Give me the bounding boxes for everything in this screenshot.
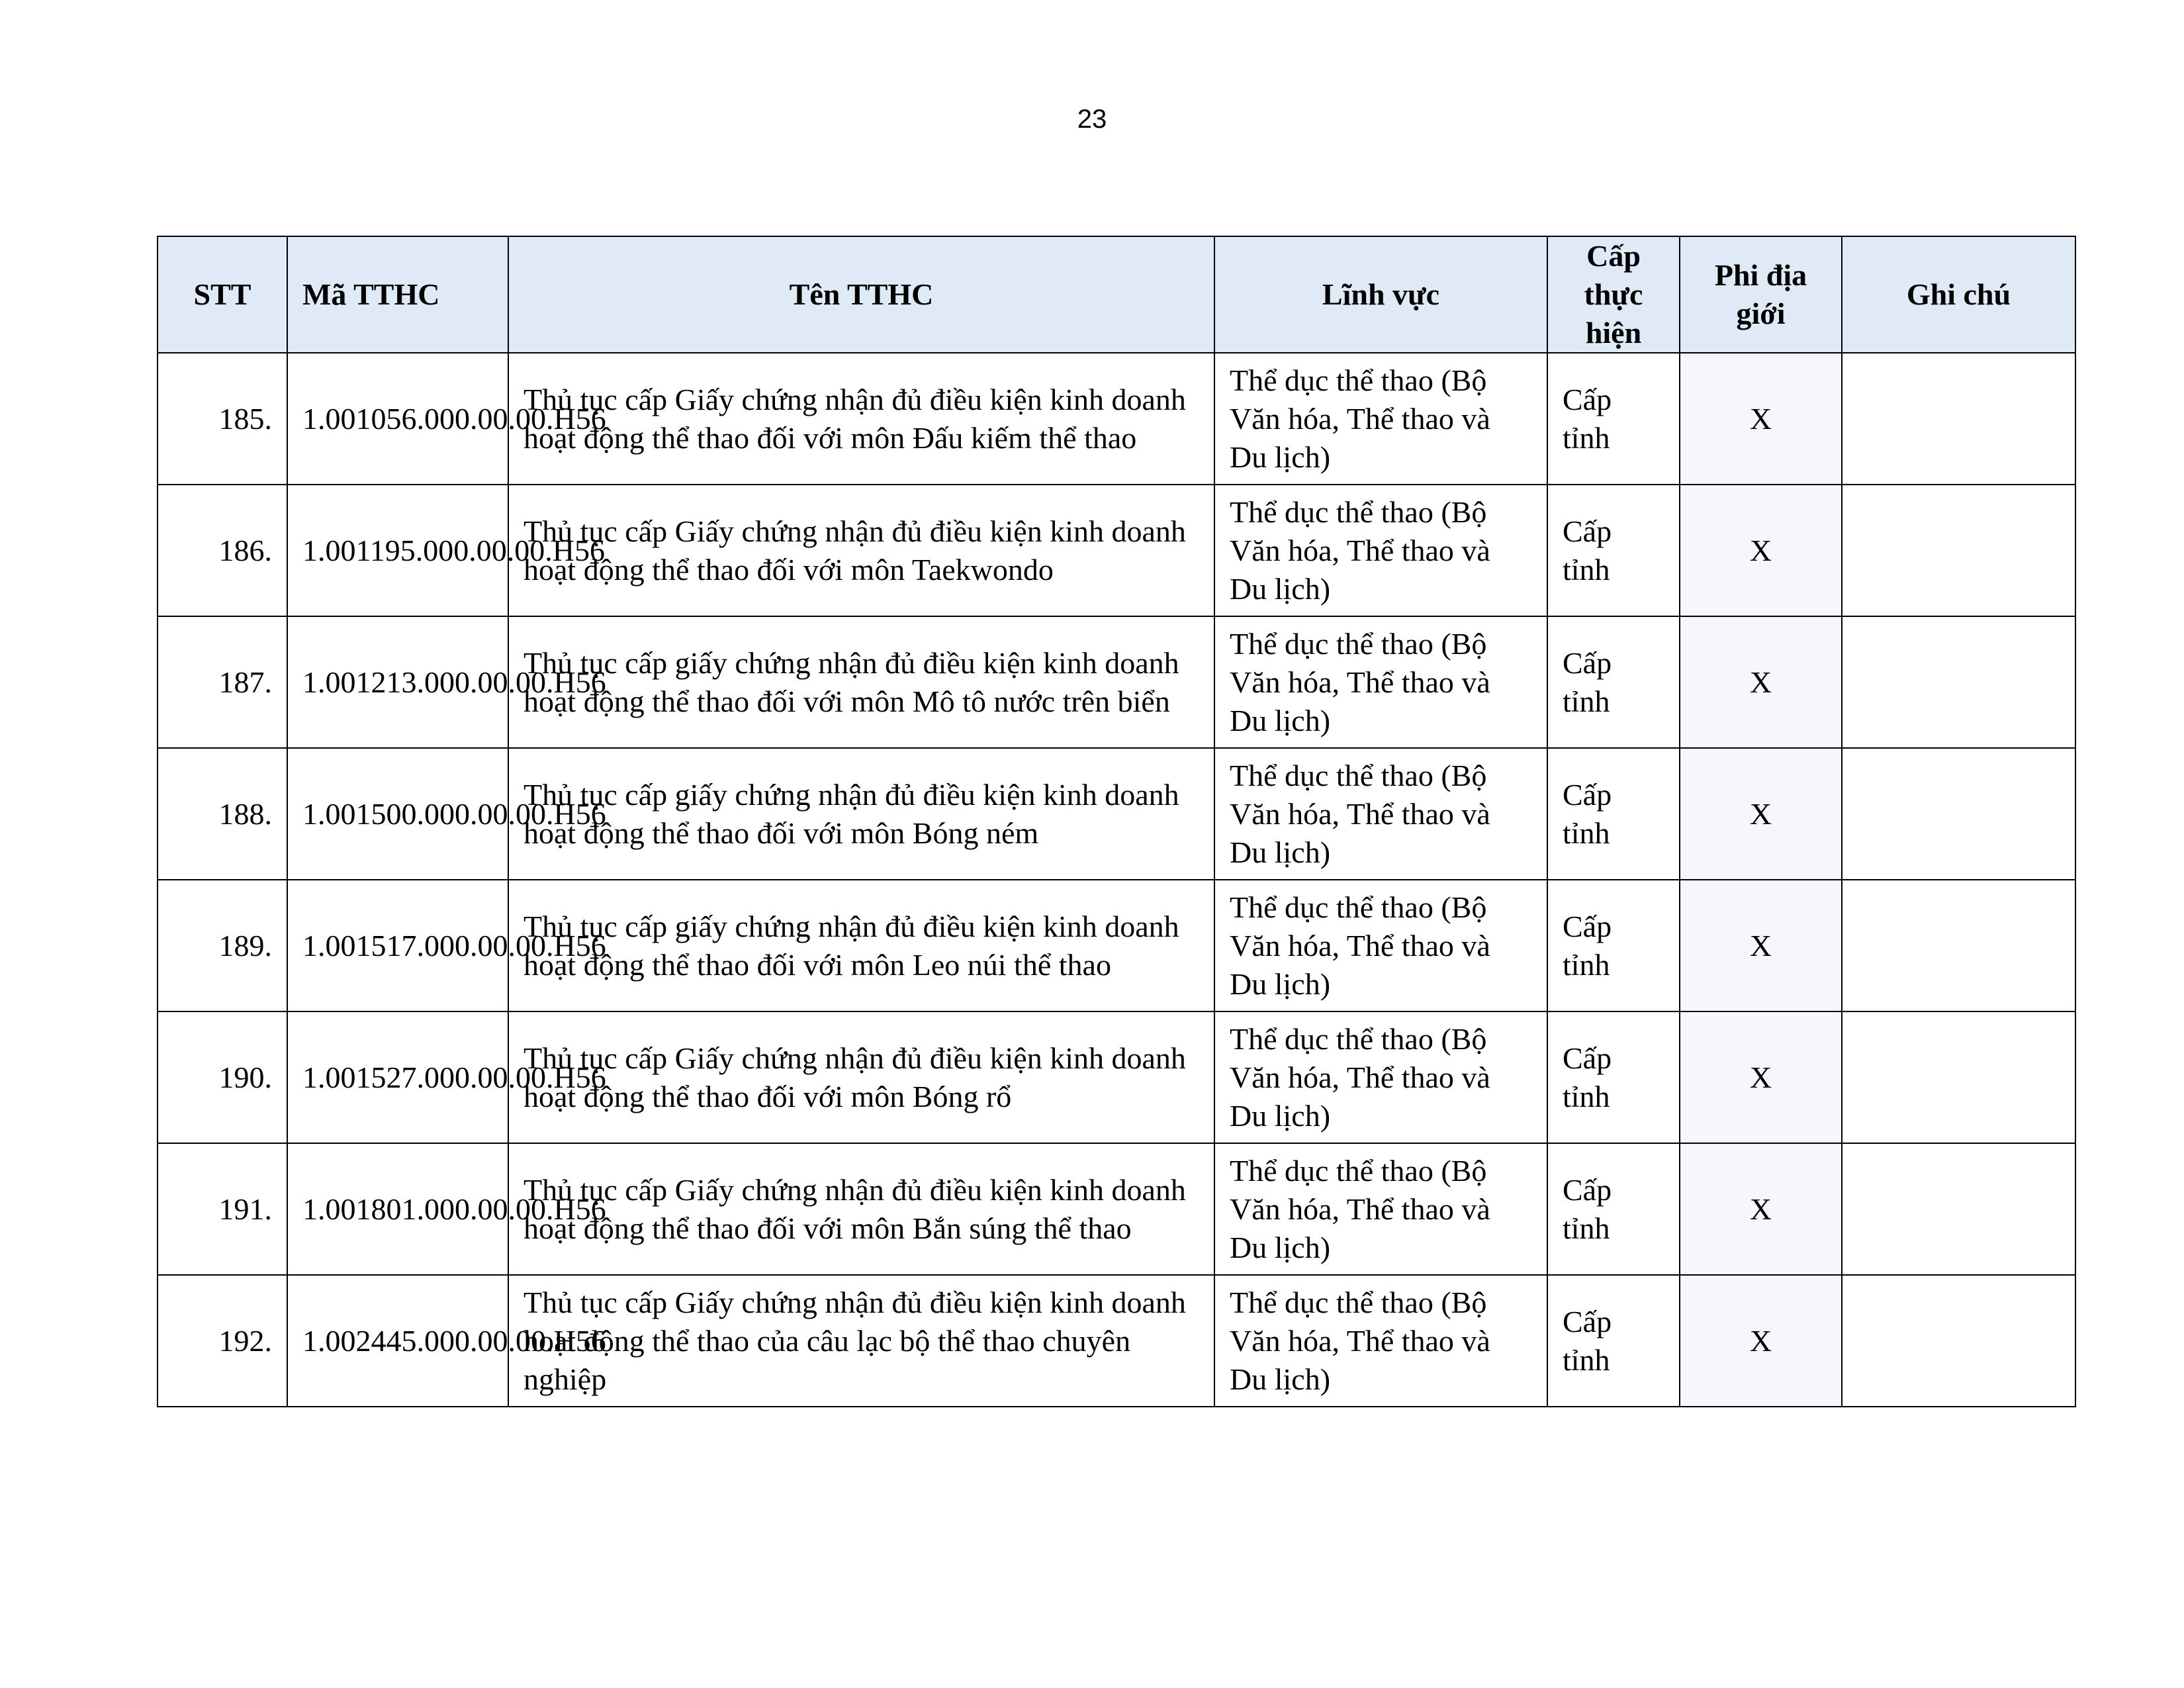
cell-name: Thủ tục cấp giấy chứng nhận đủ điều kiện kinh doanh hoạt động thể thao đối với môn Leo núi thể thao: [508, 880, 1214, 1011]
cell-note: [1842, 1143, 2075, 1275]
cell-code: 1.001500.000.00.00.H56: [287, 748, 508, 880]
cell-note: [1842, 616, 2075, 748]
header-non-geo: Phi địa giới: [1680, 236, 1842, 353]
table-row: [158, 1275, 2075, 1407]
cell-level: Cấp tỉnh: [1547, 353, 1680, 485]
cell-stt: 189.: [158, 880, 287, 1011]
table-body: [158, 353, 2075, 1407]
cell-stt: 192.: [158, 1275, 287, 1407]
table-row: [158, 1011, 2075, 1143]
cell-code: 1.001056.000.00.00.H56: [287, 353, 508, 485]
cell-name: Thủ tục cấp giấy chứng nhận đủ điều kiện kinh doanh hoạt động thể thao đối với môn Bóng ném: [508, 748, 1214, 880]
header-stt: STT: [158, 236, 287, 353]
cell-non-geo: X: [1680, 616, 1842, 748]
cell-level: Cấp tỉnh: [1547, 1011, 1680, 1143]
header-code: Mã TTHC: [287, 236, 508, 353]
cell-level: Cấp tỉnh: [1547, 1143, 1680, 1275]
table-row: [158, 748, 2075, 880]
table-row: [158, 353, 2075, 485]
cell-stt: 185.: [158, 353, 287, 485]
cell-field: Thể dục thể thao (Bộ Văn hóa, Thể thao và Du lịch): [1214, 353, 1547, 485]
cell-level: Cấp tỉnh: [1547, 616, 1680, 748]
table-row: [158, 485, 2075, 616]
cell-note: [1842, 353, 2075, 485]
cell-level: Cấp tỉnh: [1547, 1275, 1680, 1407]
cell-non-geo: X: [1680, 1143, 1842, 1275]
cell-stt: 186.: [158, 485, 287, 616]
cell-non-geo: X: [1680, 748, 1842, 880]
cell-stt: 187.: [158, 616, 287, 748]
cell-non-geo: X: [1680, 880, 1842, 1011]
cell-code: 1.001801.000.00.00.H56: [287, 1143, 508, 1275]
cell-field: Thể dục thể thao (Bộ Văn hóa, Thể thao và Du lịch): [1214, 1011, 1547, 1143]
cell-name: Thủ tục cấp Giấy chứng nhận đủ điều kiện kinh doanh hoạt động thể thao đối với môn Bóng rổ: [508, 1011, 1214, 1143]
cell-field: Thể dục thể thao (Bộ Văn hóa, Thể thao và Du lịch): [1214, 880, 1547, 1011]
cell-field: Thể dục thể thao (Bộ Văn hóa, Thể thao và Du lịch): [1214, 1275, 1547, 1407]
header-row: [158, 236, 2075, 353]
cell-name: Thủ tục cấp Giấy chứng nhận đủ điều kiện kinh doanh hoạt động thể thao đối với môn Taekwondo: [508, 485, 1214, 616]
cell-non-geo: X: [1680, 353, 1842, 485]
table-header: [158, 236, 2075, 353]
cell-note: [1842, 748, 2075, 880]
cell-name: Thủ tục cấp giấy chứng nhận đủ điều kiện kinh doanh hoạt động thể thao đối với môn Mô tô nước trên biển: [508, 616, 1214, 748]
header-level: Cấp thực hiện: [1547, 236, 1680, 353]
cell-field: Thể dục thể thao (Bộ Văn hóa, Thể thao và Du lịch): [1214, 485, 1547, 616]
cell-name: Thủ tục cấp Giấy chứng nhận đủ điều kiện kinh doanh hoạt động thể thao đối với môn Bắn súng thể thao: [508, 1143, 1214, 1275]
cell-field: Thể dục thể thao (Bộ Văn hóa, Thể thao và Du lịch): [1214, 748, 1547, 880]
cell-note: [1842, 485, 2075, 616]
cell-code: 1.002445.000.00.00.H56: [287, 1275, 508, 1407]
cell-field: Thể dục thể thao (Bộ Văn hóa, Thể thao và Du lịch): [1214, 1143, 1547, 1275]
cell-level: Cấp tỉnh: [1547, 485, 1680, 616]
cell-note: [1842, 1011, 2075, 1143]
cell-code: 1.001213.000.00.00.H56: [287, 616, 508, 748]
header-name: Tên TTHC: [508, 236, 1214, 353]
cell-code: 1.001195.000.00.00.H56: [287, 485, 508, 616]
cell-field: Thể dục thể thao (Bộ Văn hóa, Thể thao và Du lịch): [1214, 616, 1547, 748]
cell-code: 1.001517.000.00.00.H56: [287, 880, 508, 1011]
cell-stt: 190.: [158, 1011, 287, 1143]
cell-stt: 188.: [158, 748, 287, 880]
table-row: [158, 1143, 2075, 1275]
page-number: 23: [1077, 105, 1107, 134]
cell-name: Thủ tục cấp Giấy chứng nhận đủ điều kiện kinh doanh hoạt động thể thao của câu lạc bộ thể thao chuyên nghiệp: [508, 1275, 1214, 1407]
header-note: Ghi chú: [1842, 236, 2075, 353]
cell-non-geo: X: [1680, 1275, 1842, 1407]
cell-non-geo: X: [1680, 1011, 1842, 1143]
cell-stt: 191.: [158, 1143, 287, 1275]
cell-note: [1842, 880, 2075, 1011]
table-row: [158, 616, 2075, 748]
cell-name: Thủ tục cấp Giấy chứng nhận đủ điều kiện kinh doanh hoạt động thể thao đối với môn Đấu kiếm thể thao: [508, 353, 1214, 485]
cell-code: 1.001527.000.00.00.H56: [287, 1011, 508, 1143]
cell-level: Cấp tỉnh: [1547, 880, 1680, 1011]
cell-note: [1842, 1275, 2075, 1407]
cell-level: Cấp tỉnh: [1547, 748, 1680, 880]
header-field: Lĩnh vực: [1214, 236, 1547, 353]
procedures-table: [157, 236, 2076, 1407]
table-row: [158, 880, 2075, 1011]
cell-non-geo: X: [1680, 485, 1842, 616]
